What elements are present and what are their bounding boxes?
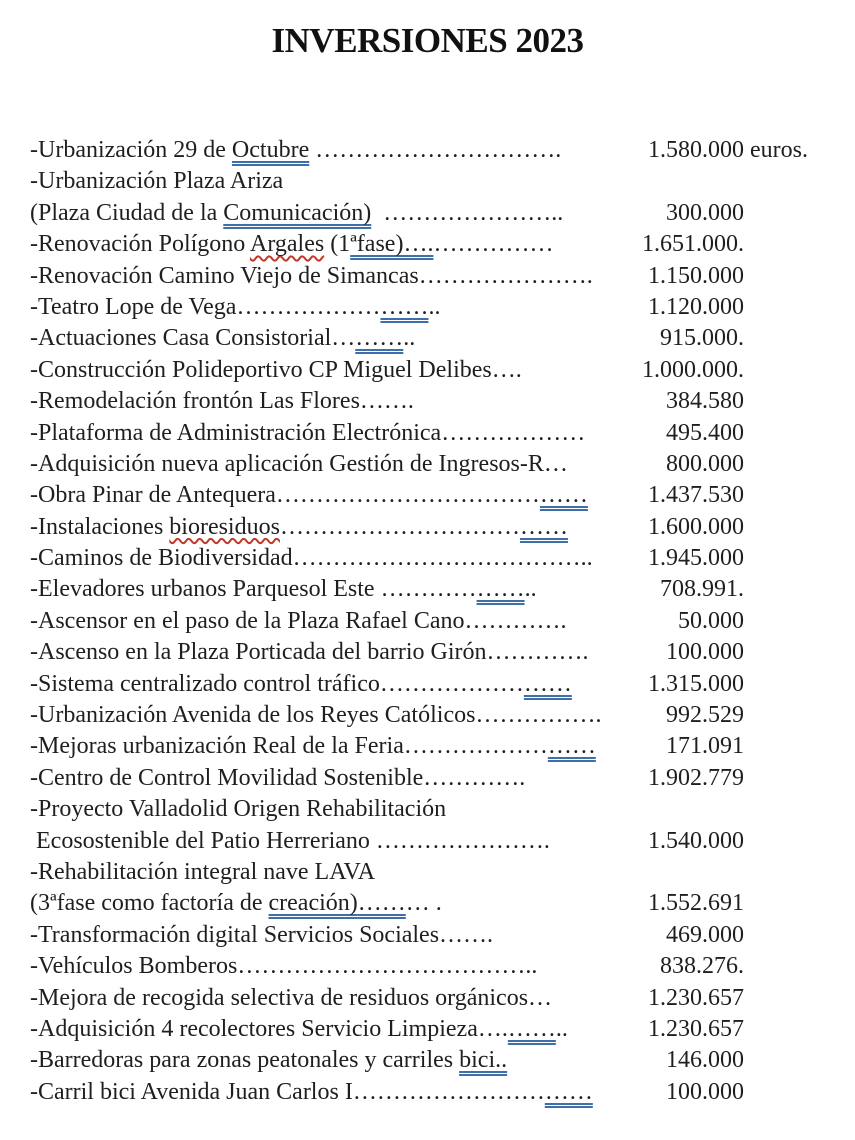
- investment-amount: 1.437.530: [648, 482, 744, 509]
- line-text: …………………………: [315, 137, 556, 163]
- line-text: Ecosostenible del Patio Herreriano: [30, 827, 376, 854]
- investment-line: [30, 480, 744, 511]
- line-text: ………………: [403, 733, 548, 760]
- line-text: -Carril bici Avenida Juan Carlos I: [30, 1078, 353, 1105]
- investment-amount: 1.945.000: [648, 545, 744, 572]
- format-underlined-text: ……: [539, 482, 588, 509]
- investment-label: [30, 983, 552, 1014]
- investment-line: [30, 512, 744, 543]
- line-text: ……………: [433, 231, 554, 258]
- investment-line: [30, 543, 744, 574]
- line-text: ….: [477, 1015, 508, 1042]
- investment-line: [30, 1077, 744, 1108]
- line-text: ..: [551, 199, 564, 226]
- investment-line: [30, 606, 744, 637]
- investment-amount: 171.091: [666, 733, 744, 760]
- investment-line: [30, 166, 744, 197]
- line-text: -Instalaciones: [30, 513, 170, 540]
- format-underlined-text: ……: [519, 513, 568, 540]
- investment-amount: 1.540.000: [648, 827, 744, 854]
- line-text: .: [555, 137, 562, 163]
- line-text: -Adquisición 4 recolectores Servicio Limpieza: [30, 1015, 478, 1042]
- investment-line: [30, 700, 744, 731]
- line-text: -Urbanización 29 de: [30, 137, 232, 163]
- line-text: ..: [428, 293, 441, 320]
- investment-line: [30, 449, 744, 480]
- investment-line: [30, 888, 744, 919]
- line-text: -Urbanización Plaza Ariza: [30, 168, 284, 195]
- investment-label: [30, 261, 593, 292]
- investment-amount: 100.000: [666, 1078, 744, 1105]
- investment-amount: 384.580: [666, 388, 744, 415]
- investment-label: [30, 543, 593, 574]
- format-underlined-text: ……: [523, 670, 572, 697]
- line-text: -Barredoras para zonas peatonales y carriles: [30, 1047, 460, 1074]
- line-text: .: [582, 639, 589, 666]
- line-text: -Obra Pinar de Antequera: [30, 482, 276, 509]
- investment-amount: 300.000: [666, 199, 744, 226]
- line-text: -Proyecto Valladolid Origen Rehabilitación: [30, 796, 447, 823]
- format-underlined-text: ……: [547, 733, 596, 760]
- line-text: ……………: [475, 702, 596, 729]
- investment-label: [30, 166, 283, 197]
- line-text: ……: [439, 921, 488, 948]
- line-text: ..: [403, 325, 416, 352]
- investment-line: [30, 261, 744, 292]
- line-text: -Sistema centralizado control tráfico: [30, 670, 380, 697]
- investment-line: [30, 920, 744, 951]
- investment-label: [30, 606, 567, 637]
- line-text: …………: [423, 764, 520, 791]
- investment-label: [30, 826, 550, 857]
- investment-label: [30, 512, 568, 543]
- investment-amount: 146.000: [666, 1047, 744, 1074]
- investment-label: [30, 1014, 568, 1045]
- investment-line: [30, 951, 744, 982]
- format-underlined-text: ……: [355, 325, 404, 352]
- line-text: ………………: [236, 293, 381, 320]
- investment-line: [30, 386, 744, 417]
- investment-label: [30, 951, 537, 982]
- investment-label: [30, 763, 525, 794]
- line-text: -Rehabilitación integral nave LAVA: [30, 858, 376, 885]
- investment-label: [30, 1045, 507, 1076]
- line-text: ……………………: [352, 1078, 545, 1105]
- investment-line: [30, 323, 744, 354]
- investment-label: [30, 1077, 593, 1108]
- investment-line: [30, 1014, 744, 1045]
- investment-line: [30, 826, 744, 857]
- line-text: .: [595, 702, 602, 729]
- line-text: -Centro de Control Movilidad Sostenible: [30, 764, 424, 791]
- line-text: ………………………………: [237, 953, 526, 980]
- investment-label: [30, 198, 563, 229]
- line-text: …………………………: [279, 513, 520, 540]
- line-text: [371, 200, 383, 226]
- investment-line: [30, 418, 744, 449]
- investment-label: [30, 637, 589, 668]
- line-text: -Ascensor en el paso de la Plaza Rafael Cano: [30, 607, 465, 634]
- line-text: …………………: [375, 827, 544, 854]
- investment-amount: 992.529: [666, 702, 744, 729]
- investment-amount: 1.600.000: [648, 513, 744, 540]
- line-text: .: [519, 764, 526, 791]
- format-underlined-text: Octubre: [231, 137, 310, 163]
- line-text: …………………: [418, 262, 587, 289]
- line-text: .: [487, 921, 494, 948]
- investment-list: [30, 135, 808, 1108]
- investment-line: [30, 731, 744, 762]
- line-text: ………………………………: [292, 545, 581, 572]
- line-text: ……………………………: [275, 482, 540, 509]
- investment-amount: 469.000: [666, 921, 744, 948]
- line-text: -Caminos de Biodiversidad: [30, 545, 293, 572]
- investment-amount: 1.651.000.: [642, 231, 744, 258]
- investment-line: [30, 229, 744, 260]
- line-text: …: [331, 325, 356, 352]
- line-text: -Renovación Camino Viejo de Simancas: [30, 262, 419, 289]
- line-text: …: [405, 890, 430, 917]
- line-text: -Renovación Polígono: [30, 231, 250, 258]
- investment-label: [30, 355, 522, 386]
- investment-label: [30, 700, 601, 731]
- investment-line: [30, 794, 744, 825]
- investment-amount: 1.120.000: [648, 293, 744, 320]
- investment-line: [30, 983, 744, 1014]
- line-text: -Actuaciones Casa Consistorial: [30, 325, 332, 352]
- line-text: …………: [486, 639, 583, 666]
- investment-label: [30, 669, 572, 700]
- line-text: -Vehículos Bomberos: [30, 953, 238, 980]
- investment-amount: 708.991.: [660, 576, 744, 603]
- line-text: (1: [324, 231, 351, 258]
- amount-suffix: euros.: [744, 137, 808, 163]
- line-text: -Elevadores urbanos Parquesol Este: [30, 576, 381, 603]
- investment-amount: 1.230.657: [648, 984, 744, 1011]
- line-text: -Ascenso en la Plaza Porticada del barrio Girón: [30, 639, 487, 666]
- investment-line: [30, 574, 744, 605]
- investment-label: [30, 292, 440, 323]
- investment-amount: 838.276.: [660, 953, 744, 980]
- investment-amount: 1.000.000.: [642, 356, 744, 383]
- investment-label: [30, 449, 568, 480]
- document-title: INVERSIONES 2023: [271, 21, 584, 60]
- investment-label: [30, 731, 596, 762]
- line-text: .: [560, 607, 567, 634]
- investment-label: [30, 323, 415, 354]
- investment-label: [30, 229, 553, 260]
- investment-label: [30, 857, 375, 888]
- investment-amount: 1.580.000: [648, 137, 744, 163]
- line-text: (3ªfase como factoría de: [30, 890, 269, 917]
- investment-label: [30, 386, 414, 417]
- investment-amount: 1.230.657: [648, 1015, 744, 1042]
- line-text: ..: [525, 953, 538, 980]
- line-text: ………………: [441, 419, 586, 446]
- investment-label: [30, 888, 442, 919]
- format-underlined-text: creación): [268, 890, 358, 917]
- investment-amount: 1.315.000: [648, 670, 744, 697]
- format-underlined-text: ……: [357, 890, 406, 917]
- line-text: ……: [359, 388, 408, 415]
- investment-label: [30, 418, 585, 449]
- investment-line: [30, 637, 744, 668]
- format-underlined-text: ……: [544, 1078, 593, 1105]
- format-underlined-text: ªfase)….: [350, 231, 434, 258]
- line-text: …: [543, 450, 568, 477]
- line-text: -Urbanización Avenida de los Reyes Católicos: [30, 702, 476, 729]
- line-text: -Construcción Polideportivo CP Miguel Delibes: [30, 356, 492, 383]
- line-text: -Adquisición nueva aplicación Gestión de Ingresos-R: [30, 450, 544, 477]
- investment-amount: 800.000: [666, 450, 744, 477]
- investment-line: [30, 669, 744, 700]
- line-text: …………: [380, 576, 477, 603]
- line-text: -Mejora de recogida selectiva de residuos orgánicos: [30, 984, 529, 1011]
- investment-line: [30, 292, 744, 323]
- line-text: -Mejoras urbanización Real de la Feria: [30, 733, 404, 760]
- investment-line: [30, 1045, 744, 1076]
- investment-line: [30, 857, 744, 888]
- line-text: -Teatro Lope de Vega: [30, 293, 237, 320]
- investment-label: [30, 920, 493, 951]
- line-text: (Plaza Ciudad de la: [30, 199, 224, 226]
- line-text: …: [491, 356, 516, 383]
- investment-label: [30, 480, 588, 511]
- line-text: -Transformación digital Servicios Sociales: [30, 921, 440, 948]
- line-text: ………………: [379, 670, 524, 697]
- format-underlined-text: ……: [476, 576, 525, 603]
- spellcheck-underlined-text: bioresiduos: [169, 513, 280, 540]
- investment-line: [30, 355, 744, 386]
- line-text: .: [543, 827, 550, 854]
- line-text: .: [429, 890, 442, 917]
- investment-amount: 1.150.000: [648, 262, 744, 289]
- line-text: .: [407, 388, 414, 415]
- spellcheck-underlined-text: Argales: [249, 231, 325, 258]
- format-underlined-text: ……: [380, 293, 429, 320]
- format-underlined-text: bici..: [459, 1047, 508, 1074]
- investment-label: [30, 794, 446, 825]
- line-text: .: [586, 262, 593, 289]
- format-underlined-text: Comunicación): [223, 199, 372, 226]
- investment-amount: 1.552.691: [648, 890, 744, 917]
- line-text: -Plataforma de Administración Electrónica: [30, 419, 442, 446]
- line-text: ..: [555, 1015, 568, 1042]
- line-text: .: [515, 356, 522, 383]
- line-text: …: [528, 984, 553, 1011]
- line-text: ..: [524, 576, 537, 603]
- line-text: ..: [580, 545, 593, 572]
- investment-line: [30, 763, 744, 794]
- investment-line: [30, 135, 808, 166]
- investment-amount: 100.000: [666, 639, 744, 666]
- line-text: …………………: [383, 199, 552, 226]
- investment-amount: 1.902.779: [648, 764, 744, 791]
- investment-amount: 495.400: [666, 419, 744, 446]
- investment-amount: 50.000: [678, 607, 744, 634]
- line-text: …………: [464, 607, 561, 634]
- investment-line: [30, 198, 744, 229]
- line-text: -Remodelación frontón Las Flores: [30, 388, 360, 415]
- investment-label: [30, 574, 537, 605]
- investment-label: [30, 135, 561, 166]
- format-underlined-text: ……: [507, 1015, 556, 1042]
- investment-amount: 915.000.: [660, 325, 744, 352]
